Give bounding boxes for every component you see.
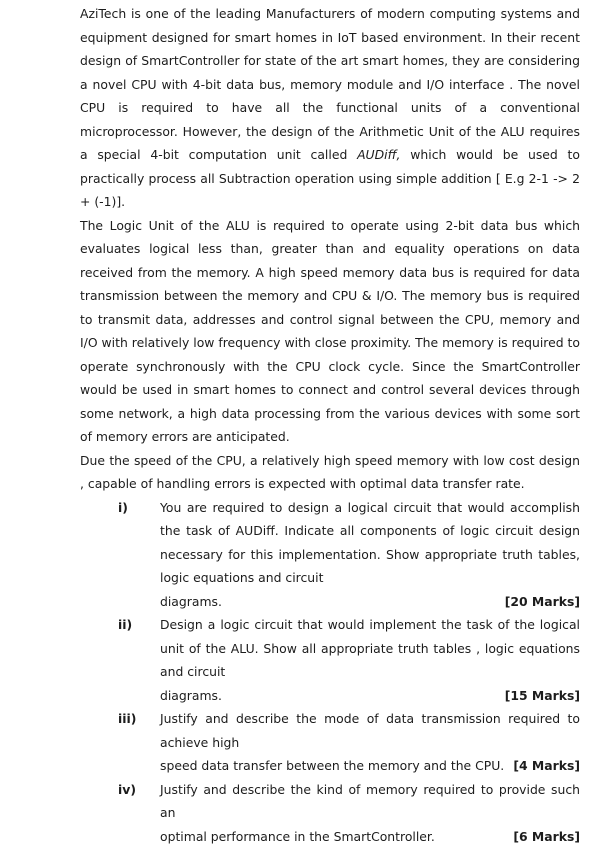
question-text-end: diagrams. (160, 590, 222, 614)
question-text: Design a logic circuit that would implement the task of the logical unit of the ALU. Show all appropriate truth tables , logic equations and circuit (160, 613, 580, 684)
question-item (80, 496, 580, 614)
memory-requirement-paragraph: Due the speed of the CPU, a relatively high speed memory with low cost design , capable of handling errors is expected with optimal data transfer rate. (80, 449, 580, 496)
question-number: iv) (118, 778, 136, 802)
question-text: Justify and describe the mode of data transmission required to achieve high (160, 707, 580, 754)
intro-text-a: AziTech is one of the leading Manufacturers of modern computing systems and equipment designed for smart homes in IoT based environment. In their recent design of SmartController for state of the art smart homes, they are considering a novel CPU with 4-bit data bus, memory module and I/O interface . The novel CPU is required to have all the functional units of a conventional microprocessor. However, the design of the Arithmetic Unit of the ALU requires a special 4-bit computation unit called (80, 6, 580, 162)
question-marks: [6 Marks] (513, 825, 580, 848)
question-last-line (160, 684, 580, 708)
question-last-line (160, 590, 580, 614)
question-text-end: diagrams. (160, 684, 222, 708)
question-text: You are required to design a logical circuit that would accomplish the task of AUDiff. Indicate all components of logic circuit design necessary for this implementation. Show appropriate truth tables, logic equations and circuit (160, 496, 580, 590)
question-last-line (160, 825, 580, 848)
question-number: iii) (118, 707, 136, 731)
question-item (80, 707, 580, 778)
question-item (80, 778, 580, 848)
question-text-end: speed data transfer between the memory and the CPU. (160, 754, 504, 778)
logic-unit-paragraph: The Logic Unit of the ALU is required to operate using 2-bit data bus which evaluates logical less than, greater than and equality operations on data received from the memory. A high speed memory data bus is required for data transmission between the memory and CPU & I/O. The memory bus is required to transmit data, addresses and control signal between the CPU, memory and I/O with relatively low frequency with close proximity. The memory is required to operate synchronously with the CPU clock cycle. Since the SmartController would be used in smart homes to connect and control several devices through some network, a high data processing from the various devices with some sort of memory errors are anticipated. (80, 214, 580, 449)
question-text-end: optimal performance in the SmartController. (160, 825, 435, 848)
intro-paragraph (80, 2, 580, 214)
document-page (80, 2, 580, 848)
question-marks: [15 Marks] (505, 684, 580, 708)
question-number: i) (118, 496, 128, 520)
question-marks: [20 Marks] (505, 590, 580, 614)
question-list (80, 496, 580, 848)
question-last-line (160, 754, 580, 778)
question-marks: [4 Marks] (513, 754, 580, 778)
intro-text-b: which would be used to practically process all Subtraction operation using simple addition [ E.g 2-1 -> 2 + (-1)]. (80, 147, 580, 209)
question-number: ii) (118, 613, 132, 637)
question-text: Justify and describe the kind of memory required to provide such an (160, 778, 580, 825)
question-item (80, 613, 580, 707)
audiff-term: AUDiff, (357, 147, 400, 162)
